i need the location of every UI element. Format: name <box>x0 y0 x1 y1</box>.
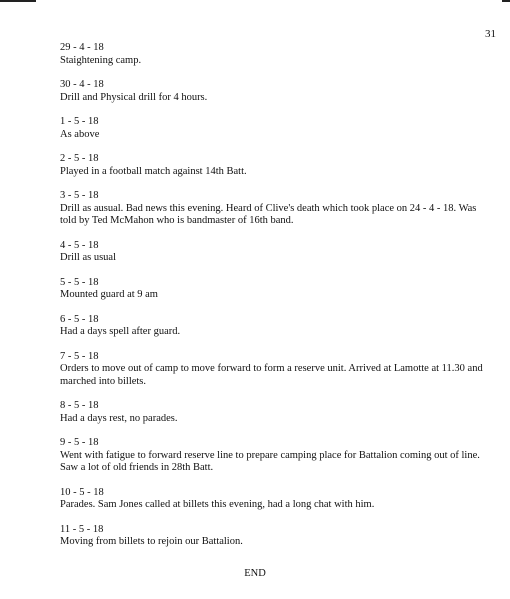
entry-text: Parades. Sam Jones called at billets this evening, had a long chat with him. <box>60 499 375 510</box>
entry-date: 2 - 5 - 18 <box>60 153 99 164</box>
entry-text: Had a days rest, no parades. <box>60 412 178 424</box>
diary-entry <box>60 153 490 178</box>
entry-date: 5 - 5 - 18 <box>60 276 99 288</box>
diary-entry <box>60 277 490 302</box>
diary-entry <box>60 42 490 67</box>
entry-text: Played in a football match against 14th Batt. <box>60 165 247 177</box>
diary-entry <box>60 351 490 389</box>
entry-date: 3 - 5 - 18 <box>60 190 99 201</box>
entry-text: Went with fatigue to forward reserve line to prepare camping place for Battalion coming out of line. Saw a lot of old friends in 28th Batt. <box>60 449 480 473</box>
entry-text: Mounted guard at 9 am <box>60 289 158 300</box>
diary-entry <box>60 116 490 141</box>
entry-date: 10 - 5 - 18 <box>60 486 104 498</box>
diary-entry <box>60 400 490 425</box>
diary-entry <box>60 240 490 265</box>
entry-text: Drill as ausual. Bad news this evening. Heard of Clive's death which took place on 24 - 4 - 18. Was told by Ted McMahon who is bandmaster of 16th band. <box>60 202 477 226</box>
diary-entry <box>60 437 490 475</box>
scan-edge-mark-left <box>0 0 36 2</box>
diary-entries <box>60 42 490 561</box>
entry-date: 1 - 5 - 18 <box>60 116 99 127</box>
entry-date: 29 - 4 - 18 <box>60 42 104 53</box>
diary-entry <box>60 314 490 339</box>
entry-text: Orders to move out of camp to move forward to form a reserve unit. Arrived at Lamotte at 11.30 and marched into billets. <box>60 363 483 387</box>
entry-text: Moving from billets to rejoin our Battalion. <box>60 536 243 547</box>
diary-entry <box>60 79 490 104</box>
entry-date: 6 - 5 - 18 <box>60 313 99 325</box>
entry-date: 4 - 5 - 18 <box>60 239 99 251</box>
page-number: 31 <box>485 28 496 40</box>
entry-text: As above <box>60 128 100 140</box>
scan-edge-mark-right <box>502 0 510 2</box>
entry-text: Staightening camp. <box>60 54 142 66</box>
entry-date: 7 - 5 - 18 <box>60 350 99 362</box>
entry-text: Drill and Physical drill for 4 hours. <box>60 91 208 103</box>
entry-text: Drill as usual <box>60 252 116 263</box>
diary-entry <box>60 487 490 512</box>
diary-entry <box>60 524 490 549</box>
entry-text: Had a days spell after guard. <box>60 326 181 337</box>
entry-date: 11 - 5 - 18 <box>60 523 104 535</box>
entry-date: 30 - 4 - 18 <box>60 79 104 90</box>
entry-date: 9 - 5 - 18 <box>60 437 99 448</box>
end-marker: END <box>244 568 266 579</box>
diary-entry <box>60 190 490 228</box>
entry-date: 8 - 5 - 18 <box>60 400 99 411</box>
